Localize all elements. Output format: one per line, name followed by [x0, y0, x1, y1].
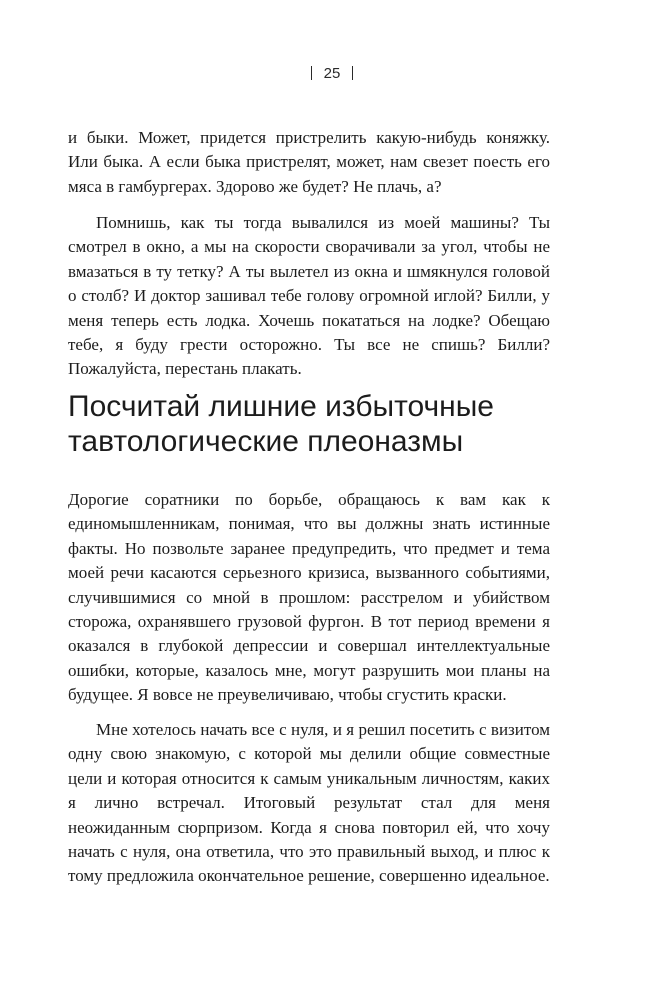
left-divider	[311, 66, 312, 80]
paragraph-1: и быки. Может, придется пристрелить какую-нибудь коняжку. Или быка. А если быка пристрелят, может, нам свезет поесть его мяса в гамбургерах. Здорово же будет? Не плачь, а?	[68, 128, 550, 196]
right-divider	[352, 66, 353, 80]
section-heading: Посчитай лишние избыточные тавтологические плеоназмы	[68, 390, 494, 458]
paragraph-4: Мне хотелось начать все с нуля, и я решил посетить с визитом одну свою знакомую, с которой мы делили общие совместные цели и которая относится к самым уникальным личностям, каких я лично встречал. Итоговый результат стал для меня неожиданным сюрпризом. Когда я снова повторил ей, что хочу начать с нуля, она ответила, что это правильный выход, и плюс к тому предложила окончательное решение, совершенно идеальное.	[68, 720, 550, 886]
paragraph-3: Дорогие соратники по борьбе, обращаюсь к вам как к единомышленникам, понимая, что вы должны знать истинные факты. Но позвольте заранее предупредить, что предмет и тема моей речи касаются серьезного кризиса, вызванного событиями, случившимися со мной в прошлом: расстрелом и убийством сторожа, охранявшего грузовой фургон. В тот период времени я оказался в глубокой депрессии и совершал интеллектуальные ошибки, которые, казалось мне, могут разрушить мои планы на будущее. Я вовсе не преувеличиваю, чтобы сгустить краски.	[68, 490, 550, 705]
paragraph-2: Помнишь, как ты тогда вывалился из моей машины? Ты смотрел в окно, а мы на скорости сворачивали за угол, чтобы не вмазаться в ту тетку? А ты вылетел из окна и шмякнулся головой о столб? И доктор зашивал тебе голову огромной иглой? Билли, у меня теперь есть лодка. Хочешь покататься на лодке? Обещаю тебе, я буду грести осторожно. Ты все не спишь? Билли? Пожалуйста, перестань плакать.	[68, 213, 550, 379]
page-header	[0, 61, 664, 85]
page-number: 25	[323, 64, 341, 82]
